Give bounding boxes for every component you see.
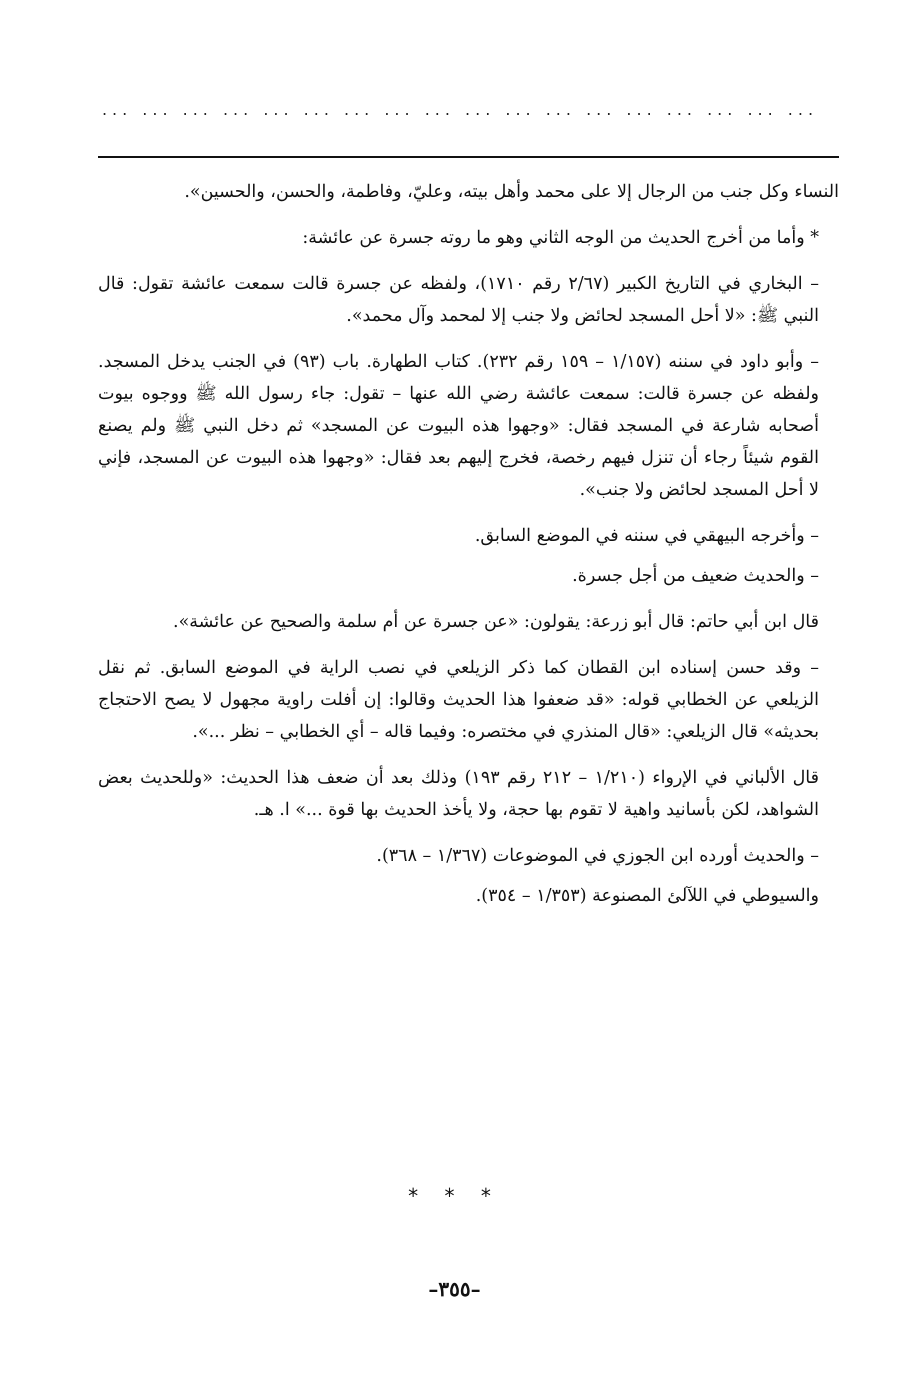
paragraph-continuation: النساء وكل جنب من الرجال إلا على محمد وأهل بيته، وعليّ، وفاطمة، والحسن، والحسين».	[184, 182, 839, 202]
footnote-rule	[98, 156, 839, 158]
paragraph-second-chain-intro: * وأما من أخرج الحديث من الوجه الثاني وهو ما روته جسرة عن عائشة:	[302, 228, 819, 248]
paragraph-abu-dawud: – وأبو داود في سننه (١/١٥٧ – ١٥٩ رقم ٢٣٢). كتاب الطهارة. باب (٩٣) في الجنب يدخل المسجد. ولفظه عن جسرة قالت: سمعت عائشة رضي الله عنها – تقول: جاء رسول الله ﷺ ووجوه بيوت أصحابه شارعة في المسجد فقال: «وجهوا هذه البيوت عن المسجد» ثم دخل النبي ﷺ ولم يصنع القوم شيئاً رجاء أن تنزل فيهم رخصة، فخرج إليهم بعد فقال: «وجهوا هذه البيوت عن المسجد، فإني لا أحل المسجد لحائض ولا جنب».	[98, 352, 819, 500]
paragraph-albani: قال الألباني في الإرواء (١/٢١٠ – ٢١٢ رقم ١٩٣) وذلك بعد أن ضعف هذا الحديث: «وللحديث بعض الشواهد، لكن بأسانيد واهية لا تقوم بها حجة، ولا يأخذ الحديث بها قوة ...» ا. هـ.	[98, 768, 819, 820]
paragraph-suyuti: والسيوطي في اللآلئ المصنوعة (١/٣٥٣ – ٣٥٤).	[475, 886, 819, 906]
paragraph-bayhaqi: – وأخرجه البيهقي في سننه في الموضع السابق.	[474, 526, 819, 546]
page-number: –٣٥٥–	[428, 1277, 481, 1301]
paragraph-abu-hatim: قال ابن أبي حاتم: قال أبو زرعة: يقولون: «عن جسرة عن أم سلمة والصحيح عن عائشة».	[173, 612, 819, 632]
paragraph-ibn-qattan: – وقد حسن إسناده ابن القطان كما ذكر الزيلعي في نصب الراية في الموضع السابق. ثم نقل الزيلعي عن الخطابي قوله: «قد ضعفوا هذا الحديث وقالوا: إن أفلت راوية مجهول لا يصح الاحتجاج بحديثه» قال الزيلعي: «قال المنذري في مختصره: وفيما قاله – أي الخطابي – نظر ...».	[98, 658, 819, 742]
paragraph-bukhari: – البخاري في التاريخ الكبير (٢/٦٧ رقم ١٧١٠)، ولفظه عن جسرة قالت سمعت عائشة تقول: قال النبي ﷺ: «لا أحل المسجد لحائض ولا جنب إلا لمحمد وآل محمد».	[98, 274, 819, 326]
paragraph-ibn-jawzi: – والحديث أورده ابن الجوزي في الموضوعات (١/٣٦٧ – ٣٦٨).	[376, 846, 819, 866]
page-body	[98, 176, 839, 926]
paragraph-weakness: – والحديث ضعيف من أجل جسرة.	[572, 566, 819, 586]
section-break-stars: * * *	[408, 1184, 501, 1208]
dotted-separator: ... ... ... ... ... ... ... ... ... ... ... ... ... ... ... ... ... ...	[101, 100, 819, 119]
